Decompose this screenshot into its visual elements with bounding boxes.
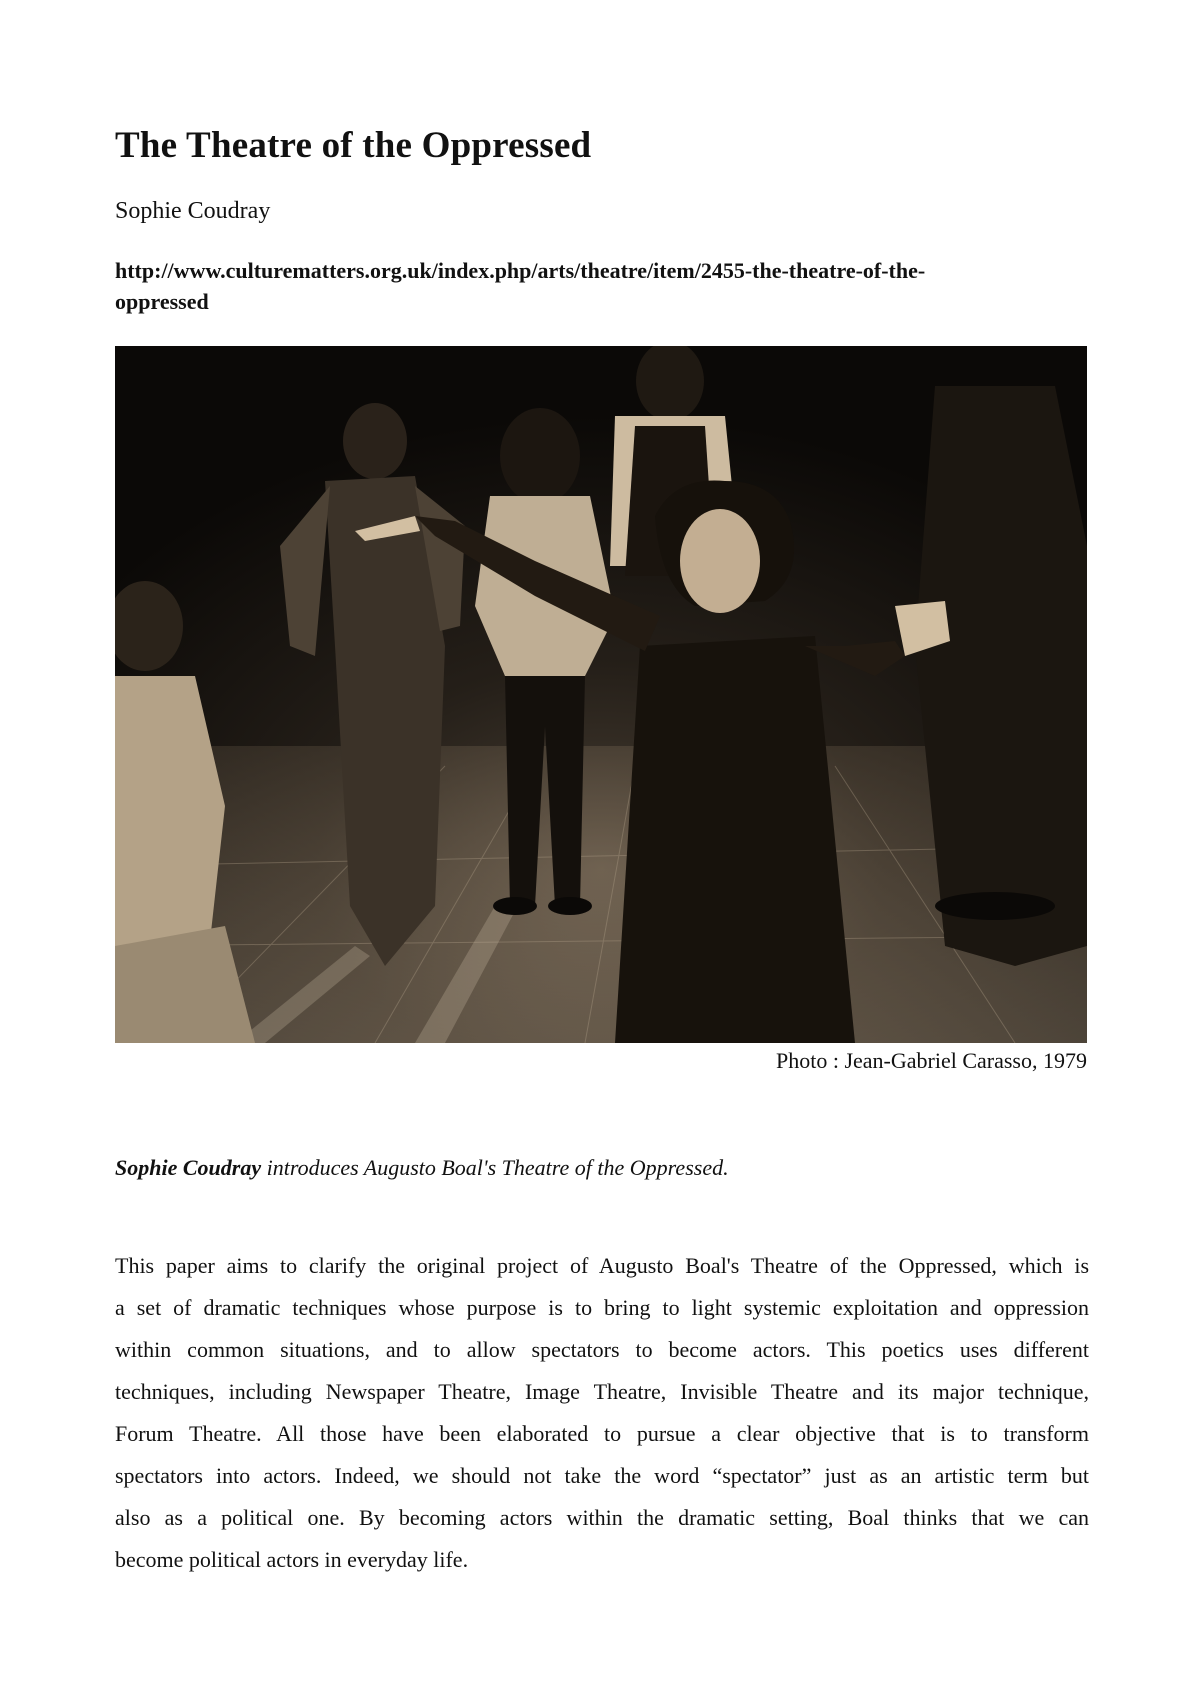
- page-title: The Theatre of the Oppressed: [115, 125, 592, 166]
- theatre-photo-illustration: [115, 346, 1087, 1043]
- photo-caption: Photo : Jean-Gabriel Carasso, 1979: [776, 1048, 1087, 1073]
- body-paragraph: [115, 1245, 1089, 1581]
- author-name: Sophie Coudray: [115, 198, 271, 224]
- body-line: Forum Theatre. All those have been elaborated to pursue a clear objective that is to transform: [115, 1421, 1089, 1446]
- body-line: become political actors in everyday life.: [115, 1547, 469, 1572]
- intro-author-name: Sophie Coudray: [115, 1155, 262, 1180]
- body-line: a set of dramatic techniques whose purpose is to bring to light systemic exploitation and oppression: [115, 1295, 1089, 1320]
- body-line: spectators into actors. Indeed, we should not take the word “spectator” just as an artistic term but: [115, 1463, 1089, 1488]
- source-url[interactable]: [115, 255, 1115, 317]
- intro-text: introduces Augusto Boal's Theatre of the Oppressed.: [261, 1155, 729, 1180]
- theatre-photo: [115, 346, 1087, 1043]
- body-line: also as a political one. By becoming actors within the dramatic setting, Boal thinks that we can: [115, 1505, 1089, 1530]
- body-line: This paper aims to clarify the original project of Augusto Boal's Theatre of the Oppressed, which is: [115, 1253, 1089, 1278]
- source-url-line-1[interactable]: http://www.culturematters.org.uk/index.php/arts/theatre/item/2455-the-theatre-of-the-: [115, 258, 926, 283]
- body-line: within common situations, and to allow spectators to become actors. This poetics uses different: [115, 1337, 1089, 1362]
- source-url-line-2[interactable]: oppressed: [115, 289, 209, 314]
- person-right-dark: [915, 386, 1087, 966]
- article-intro: [115, 1155, 729, 1181]
- body-line: techniques, including Newspaper Theatre, Image Theatre, Invisible Theatre and its major technique,: [115, 1379, 1089, 1404]
